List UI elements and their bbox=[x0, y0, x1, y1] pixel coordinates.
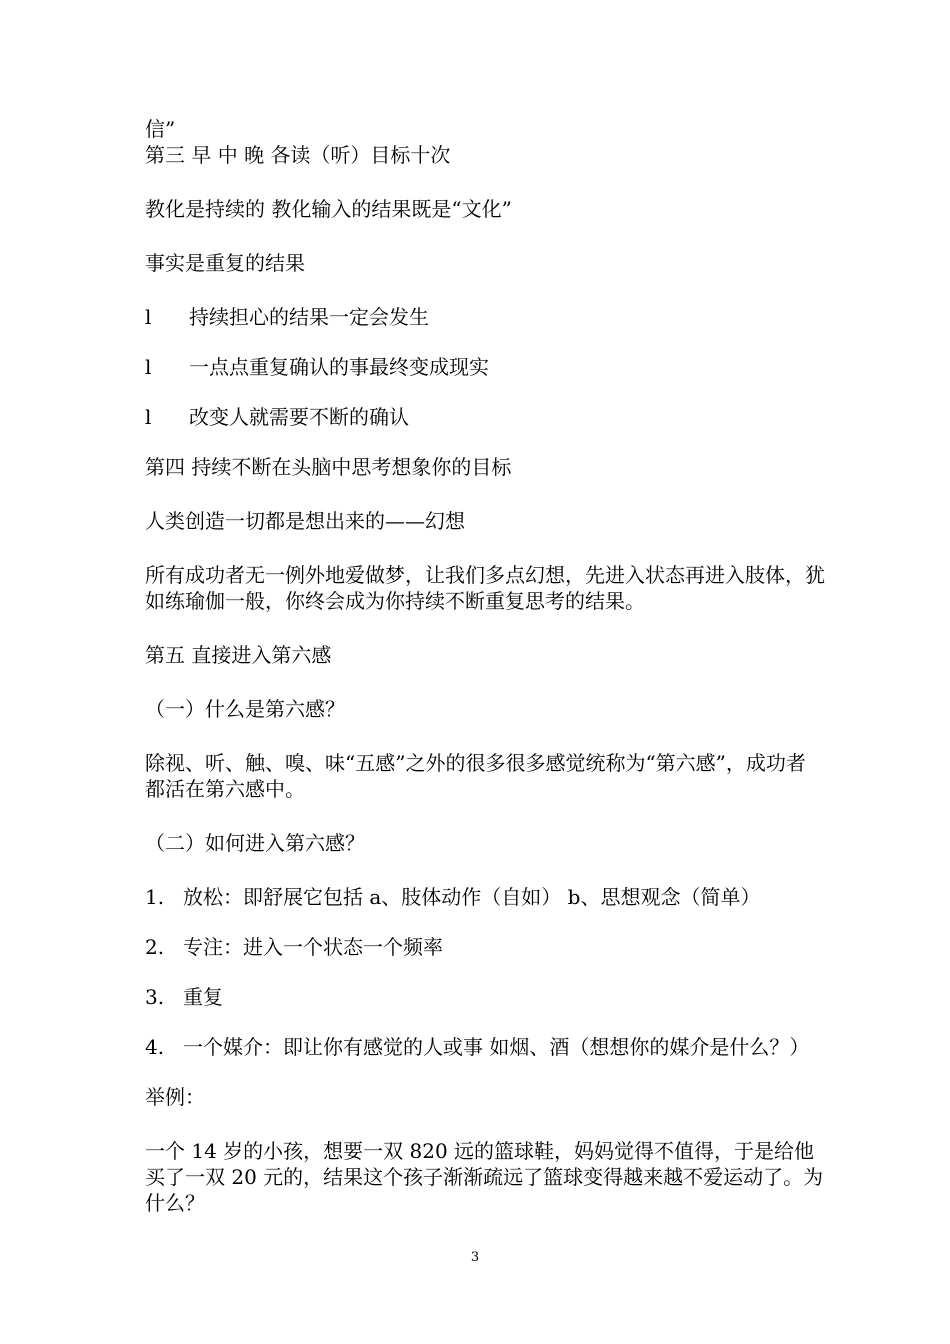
numbered-text: 放松：即舒展它包括 a、肢体动作（自如） b、思想观念（简单） bbox=[183, 885, 761, 909]
section-heading-5: 第五 直接进入第六感 bbox=[145, 643, 332, 667]
section-heading-3: 第三 早 中 晚 各读（听）目标十次 bbox=[145, 143, 451, 167]
text-line: 事实是重复的结果 bbox=[145, 251, 305, 275]
bullet-text: 一点点重复确认的事最终变成现实 bbox=[189, 355, 489, 379]
paragraph: 一个 14 岁的小孩，想要一双 820 远的篮球鞋，妈妈觉得不值得，于是给他买了一双 20 元的，结果这个孩子渐渐疏远了篮球变得越来越不爱运动了。为什么？ bbox=[145, 1139, 824, 1215]
numbered-text: 专注：进入一个状态一个频率 bbox=[183, 935, 443, 959]
numbered-item bbox=[145, 984, 825, 1010]
paragraph: 除视、听、触、嗅、味“五感”之外的很多很多感觉统称为“第六感”，成功者都活在第六感中。 bbox=[145, 751, 806, 801]
bullet-marker: l bbox=[145, 405, 152, 429]
bullet-text: 改变人就需要不断的确认 bbox=[189, 405, 409, 429]
numbered-item bbox=[145, 934, 825, 960]
text-line: 人类创造一切都是想出来的——幻想 bbox=[145, 509, 465, 533]
bullet-item bbox=[145, 354, 825, 380]
paragraph: 所有成功者无一例外地爱做梦，让我们多点幻想，先进入状态再进入肢体，犹如练瑜伽一般，你终会成为你持续不断重复思考的结果。 bbox=[145, 563, 825, 613]
number-marker: 1. bbox=[145, 885, 165, 909]
number-marker: 3. bbox=[145, 985, 165, 1009]
bullet-item bbox=[145, 404, 825, 430]
section-heading-4: 第四 持续不断在头脑中思考想象你的目标 bbox=[145, 455, 512, 479]
bullet-marker: l bbox=[145, 355, 152, 379]
numbered-item bbox=[145, 1034, 825, 1060]
bullet-marker: l bbox=[145, 305, 152, 329]
text-line: 教化是持续的 教化输入的结果既是“文化” bbox=[145, 197, 512, 221]
text-line: 信” bbox=[145, 117, 176, 141]
numbered-text: 重复 bbox=[183, 985, 223, 1009]
bullet-item bbox=[145, 304, 825, 330]
bullet-text: 持续担心的结果一定会发生 bbox=[189, 305, 429, 329]
subheading-1: （一）什么是第六感？ bbox=[145, 697, 345, 721]
numbered-item bbox=[145, 884, 825, 910]
page-number: 3 bbox=[470, 1250, 480, 1265]
numbered-text: 一个媒介：即让你有感觉的人或事 如烟、酒（想想你的媒介是什么？） bbox=[183, 1035, 810, 1059]
number-marker: 4. bbox=[145, 1035, 165, 1059]
page-content bbox=[145, 116, 825, 1244]
number-marker: 2. bbox=[145, 935, 165, 959]
example-label: 举例： bbox=[145, 1085, 205, 1109]
subheading-2: （二）如何进入第六感？ bbox=[145, 831, 365, 855]
